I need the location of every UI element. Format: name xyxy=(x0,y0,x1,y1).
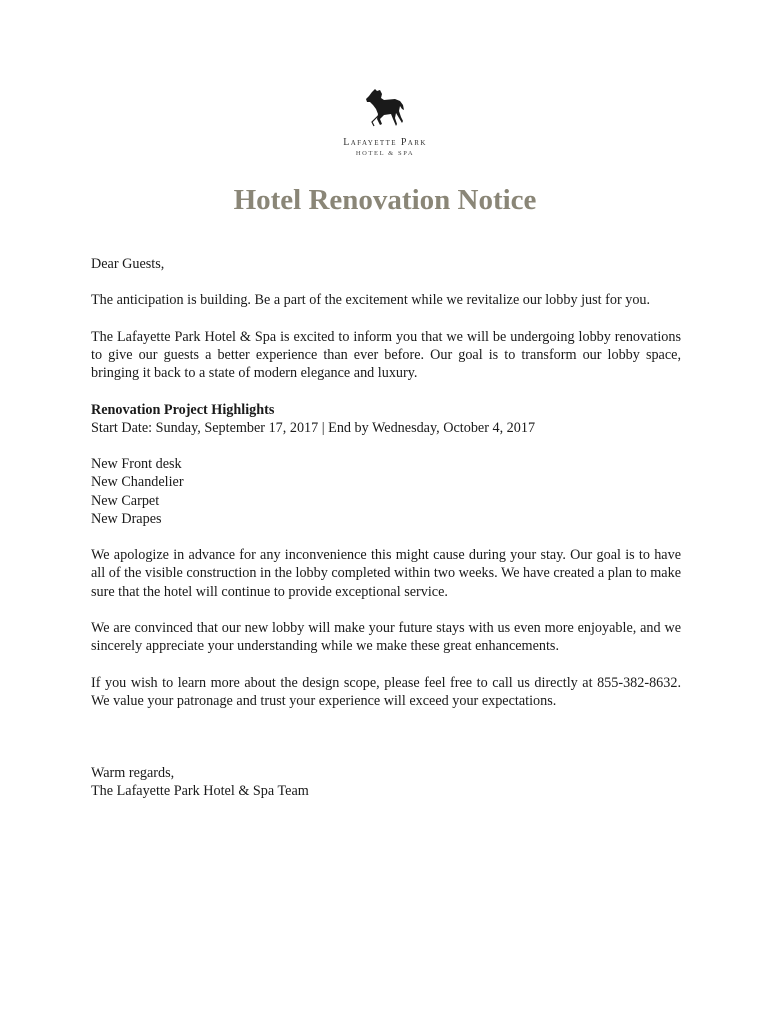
list-item: New Chandelier xyxy=(91,474,184,491)
intro-paragraph: The anticipation is building. Be a part of the excitement while we revitalize our lobby just for you. xyxy=(91,292,651,309)
apology-paragraph: We apologize in advance for any inconvenience this might cause during your stay. Our goal is to have all of the visible construction in the lobby completed within two weeks. We have created a plan to make sure that the hotel will continue to provide exceptional service. xyxy=(91,547,681,600)
list-item: New Carpet xyxy=(91,492,160,509)
letter-body xyxy=(91,255,681,819)
hotel-logo xyxy=(0,88,770,157)
signoff: Warm regards, xyxy=(91,765,175,782)
contact-paragraph: If you wish to learn more about the design scope, please feel free to call us directly at 855-382-8632. We value your patronage and trust your experience will exceed your expectations. xyxy=(91,674,681,709)
list-item: New Front desk xyxy=(91,456,182,473)
horse-icon xyxy=(362,88,408,130)
highlights-list xyxy=(91,455,681,528)
greeting: Dear Guests, xyxy=(91,256,165,272)
page-title: Hotel Renovation Notice xyxy=(233,184,537,216)
signature: The Lafayette Park Hotel & Spa Team xyxy=(91,783,309,800)
logo-hotel-name: Lafayette Park xyxy=(343,137,427,148)
announcement-paragraph: The Lafayette Park Hotel & Spa is excited to inform you that we will be undergoing lobby renovations to give our guests a better experience than ever before. Our goal is to transform our lobby space, bringing it back to a state of modern elegance and luxury. xyxy=(91,328,681,382)
spacer xyxy=(91,728,681,764)
signature-block xyxy=(91,764,681,800)
project-dates: Start Date: Sunday, September 17, 2017 | End by Wednesday, October 4, 2017 xyxy=(91,419,536,436)
highlights-section xyxy=(91,401,681,437)
highlights-heading: Renovation Project Highlights xyxy=(91,401,275,418)
logo-hotel-subtitle: HOTEL & SPA xyxy=(355,150,415,157)
appreciation-paragraph: We are convinced that our new lobby will make your future stays with us even more enjoyable, and we sincerely appreciate your understanding while we make these great enhancements. xyxy=(91,619,681,655)
list-item: New Drapes xyxy=(91,510,162,527)
